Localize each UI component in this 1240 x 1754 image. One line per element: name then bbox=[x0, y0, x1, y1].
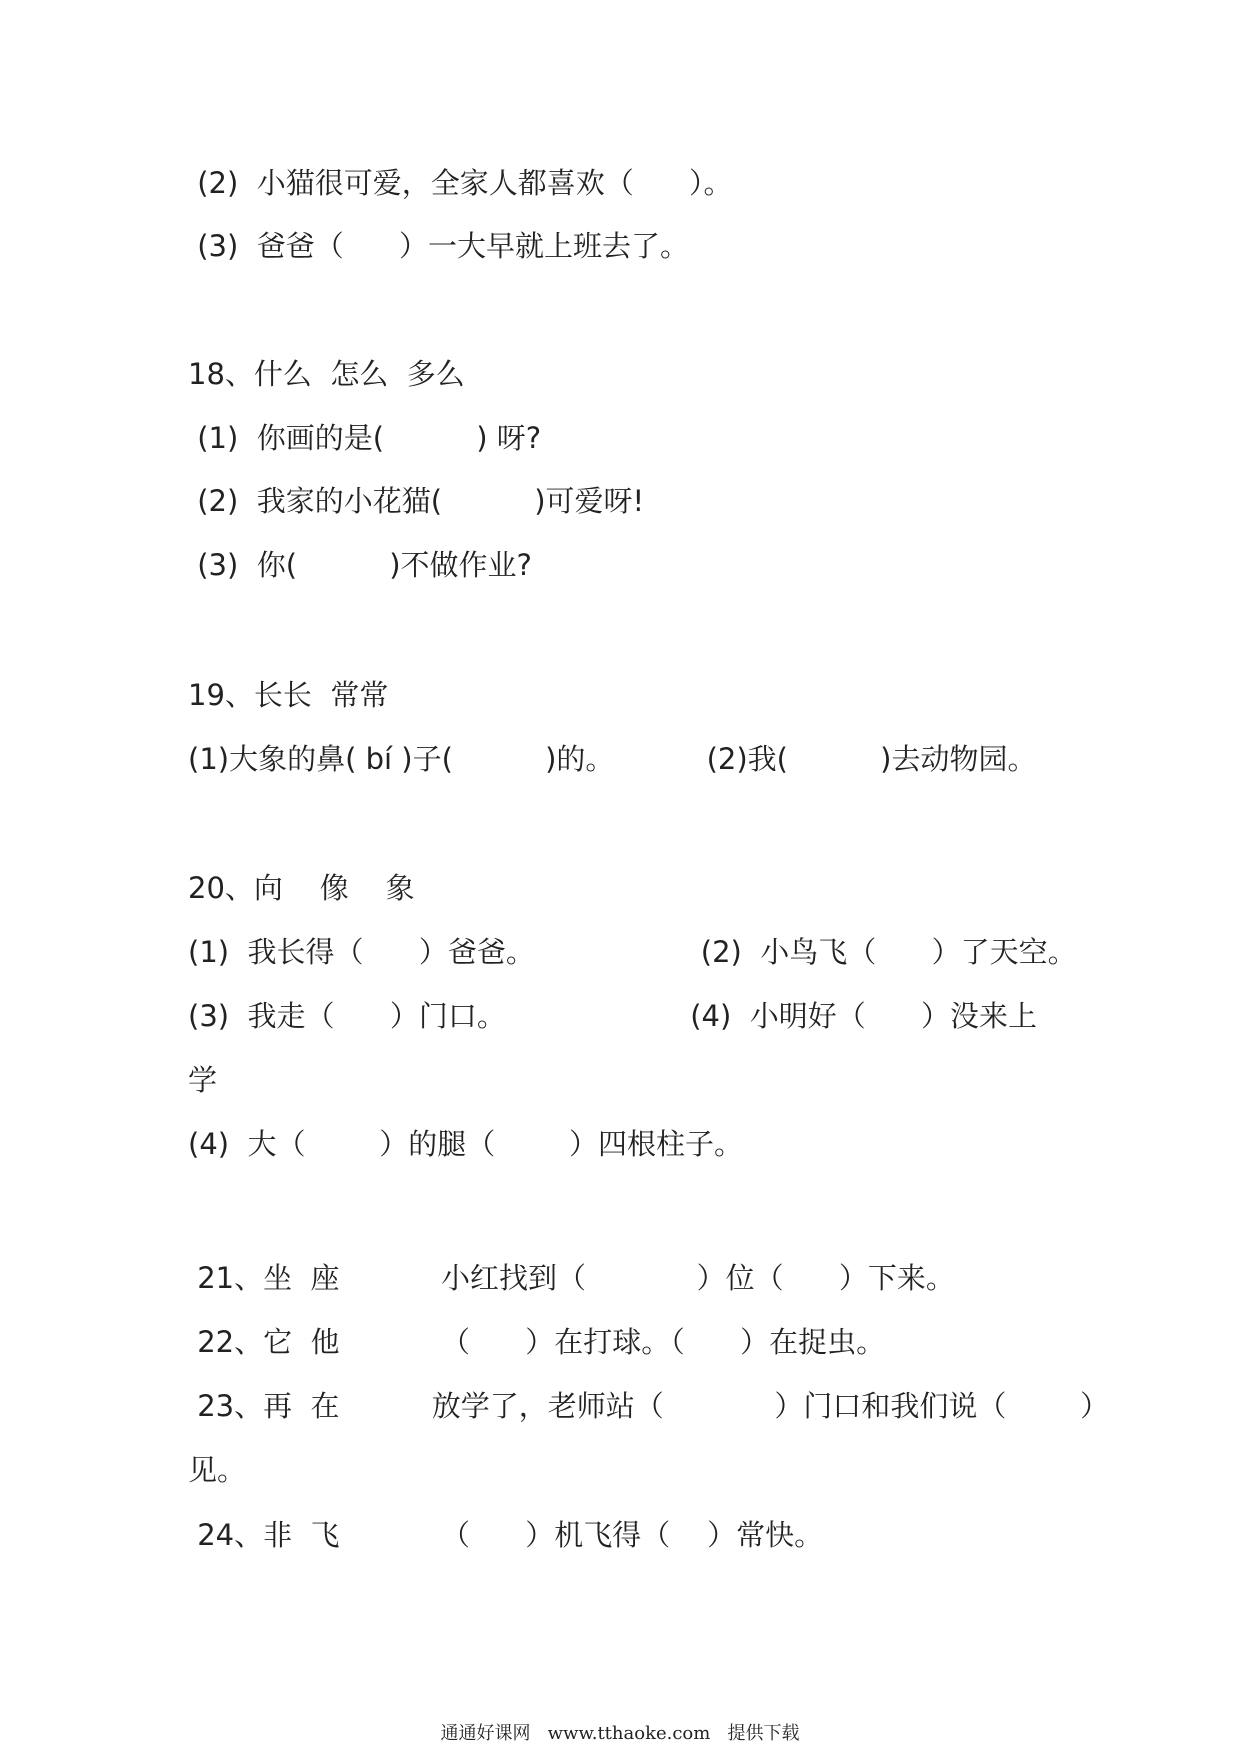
question-21: 21、坐 座 小红找到（ ）位（ ）下来。 bbox=[188, 1261, 955, 1295]
question-20-heading: 20、向 像 象 bbox=[188, 871, 415, 905]
item-17-3: (3) 爸爸（ ）一大早就上班去了。 bbox=[188, 229, 690, 263]
item-20-3-4: (3) 我走（ ）门口。 (4) 小明好（ ）没来上 bbox=[188, 999, 1038, 1033]
question-19-heading: 19、长长 常常 bbox=[188, 678, 389, 712]
question-22: 22、它 他 （ ）在打球。（ ）在捉虫。 bbox=[188, 1325, 886, 1359]
item-19-1-2: (1)大象的鼻( bí )子( )的。 (2)我( )去动物园。 bbox=[188, 742, 1037, 776]
page-footer: 通通好课网 www.tthaoke.com 提供下载 bbox=[440, 1723, 800, 1744]
question-23: 23、再 在 放学了，老师站（ ）门口和我们说（ ） bbox=[188, 1389, 1110, 1423]
item-18-2: (2) 我家的小花猫( )可爱呀! bbox=[188, 484, 645, 518]
question-24: 24、非 飞 （ ）机飞得（ ）常快。 bbox=[188, 1518, 824, 1552]
item-17-2: (2) 小猫很可爱，全家人都喜欢（ ）。 bbox=[188, 166, 733, 200]
question-23-continued: 见。 bbox=[188, 1453, 247, 1487]
question-18-heading: 18、什么 怎么 多么 bbox=[188, 357, 465, 391]
item-20-5: (4) 大（ ）的腿（ ）四根柱子。 bbox=[188, 1127, 744, 1161]
item-18-3: (3) 你( )不做作业? bbox=[188, 548, 532, 582]
item-20-1-2: (1) 我长得（ ）爸爸。 (2) 小鸟飞（ ）了天空。 bbox=[188, 935, 1077, 969]
item-18-1: (1) 你画的是( ) 呀? bbox=[188, 421, 542, 455]
item-20-4-continued: 学 bbox=[188, 1063, 218, 1097]
